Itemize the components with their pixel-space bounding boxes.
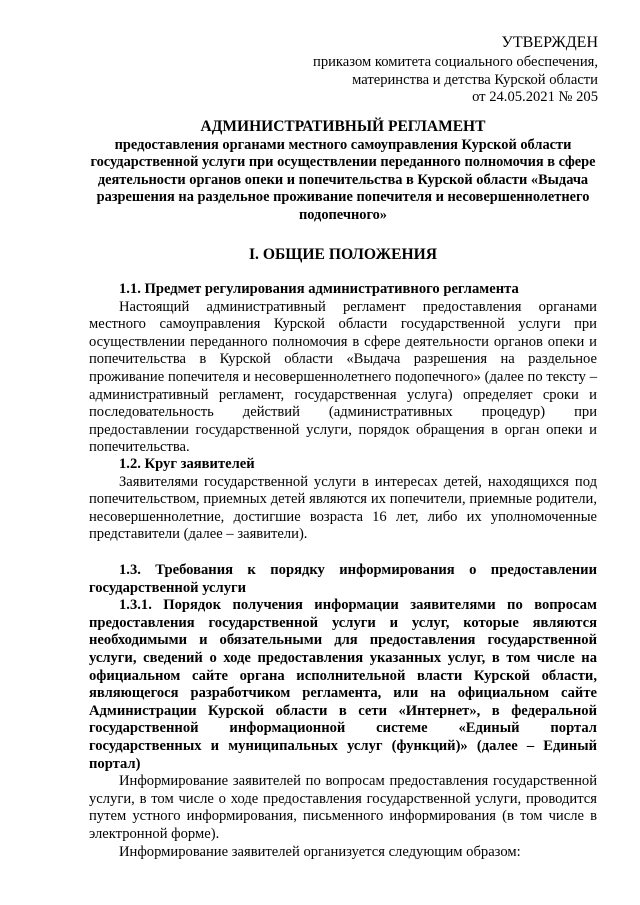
section-1-3-1-heading: 1.3.1. Порядок получения информации заявителями по вопросам предоставления государственной услуги и услуг, которые являются необходимыми и обязательными для предоставления государственной услуги, сведений о ходе предоставления указанных услуг, в том числе на официальном сайте органа исполнительной власти Курской области, являющегося разработчиком регламента, или на официальном сайте Администрации Курской области в сети «Интернет», в федеральной государственной информационной системе «Единый портал государственных и муниципальных услуг (функций)» (далее – Единый портал) <box>89 597 597 772</box>
section-title: I. ОБЩИЕ ПОЛОЖЕНИЯ <box>248 246 438 263</box>
section-1-2-text: Заявителями государственной услуги в интересах детей, находящихся под попечительством, приемных детей являются их попечители, приемные родители, несовершеннолетние, достигшие возраста 16 лет, либо их уполномоченные представители (далее – заявители). <box>89 473 597 543</box>
approval-line-1: приказом комитета социального обеспечения, <box>313 54 598 70</box>
approval-line-3: от 24.05.2021 № 205 <box>472 89 598 106</box>
document-title-main: АДМИНИСТРАТИВНЫЙ РЕГЛАМЕНТ <box>200 118 486 135</box>
section-1-3-heading: 1.3. Требования к порядку информирования о предоставлении государственной услуги <box>89 562 597 596</box>
section-1-2-heading: 1.2. Круг заявителей <box>119 456 255 472</box>
approval-heading: УТВЕРЖДЕН <box>501 34 598 51</box>
section-1-1-heading: 1.1. Предмет регулирования административного регламента <box>119 281 519 297</box>
paragraph-organized: Информирование заявителей организуется следующим образом: <box>119 843 521 860</box>
approval-line-2: материнства и детства Курской области <box>352 71 598 88</box>
document-title <box>89 118 597 225</box>
section-1-1-text: Настоящий административный регламент предоставления органами местного самоуправления Курской области государственной услуги при осуществлении переданного полномочия в сфере деятельности органов опеки и попечительства в Курской области «Выдача разрешения на раздельное проживание попечителя и несовершеннолетнего подопечного» (далее по тексту – административный регламент, государственная услуга) определяет сроки и последовательность действий (административных процедур) при предоставлении государственной услуги, порядок обращения в орган опеки и попечительства. <box>89 298 597 456</box>
section-1-3 <box>89 562 597 861</box>
paragraph-informing: Информирование заявителей по вопросам предоставления государственной услуги, в том числе о ходе предоставления государственной услуги, проводится путем устного информирования, письменного информирования (в том числе в электронной форме). <box>89 773 597 842</box>
approval-stamp <box>268 33 598 107</box>
section-1-1 <box>89 281 597 457</box>
section-1-2 <box>89 456 597 544</box>
document-title-sub: предоставления органами местного самоуправления Курской области государственной услуги при осуществлении переданного полномочия в сфере деятельности органов опеки и попечительства в Курской области «Выдача разрешения на раздельное проживание попечителя и несовершеннолетнего подопечного» <box>90 136 596 223</box>
